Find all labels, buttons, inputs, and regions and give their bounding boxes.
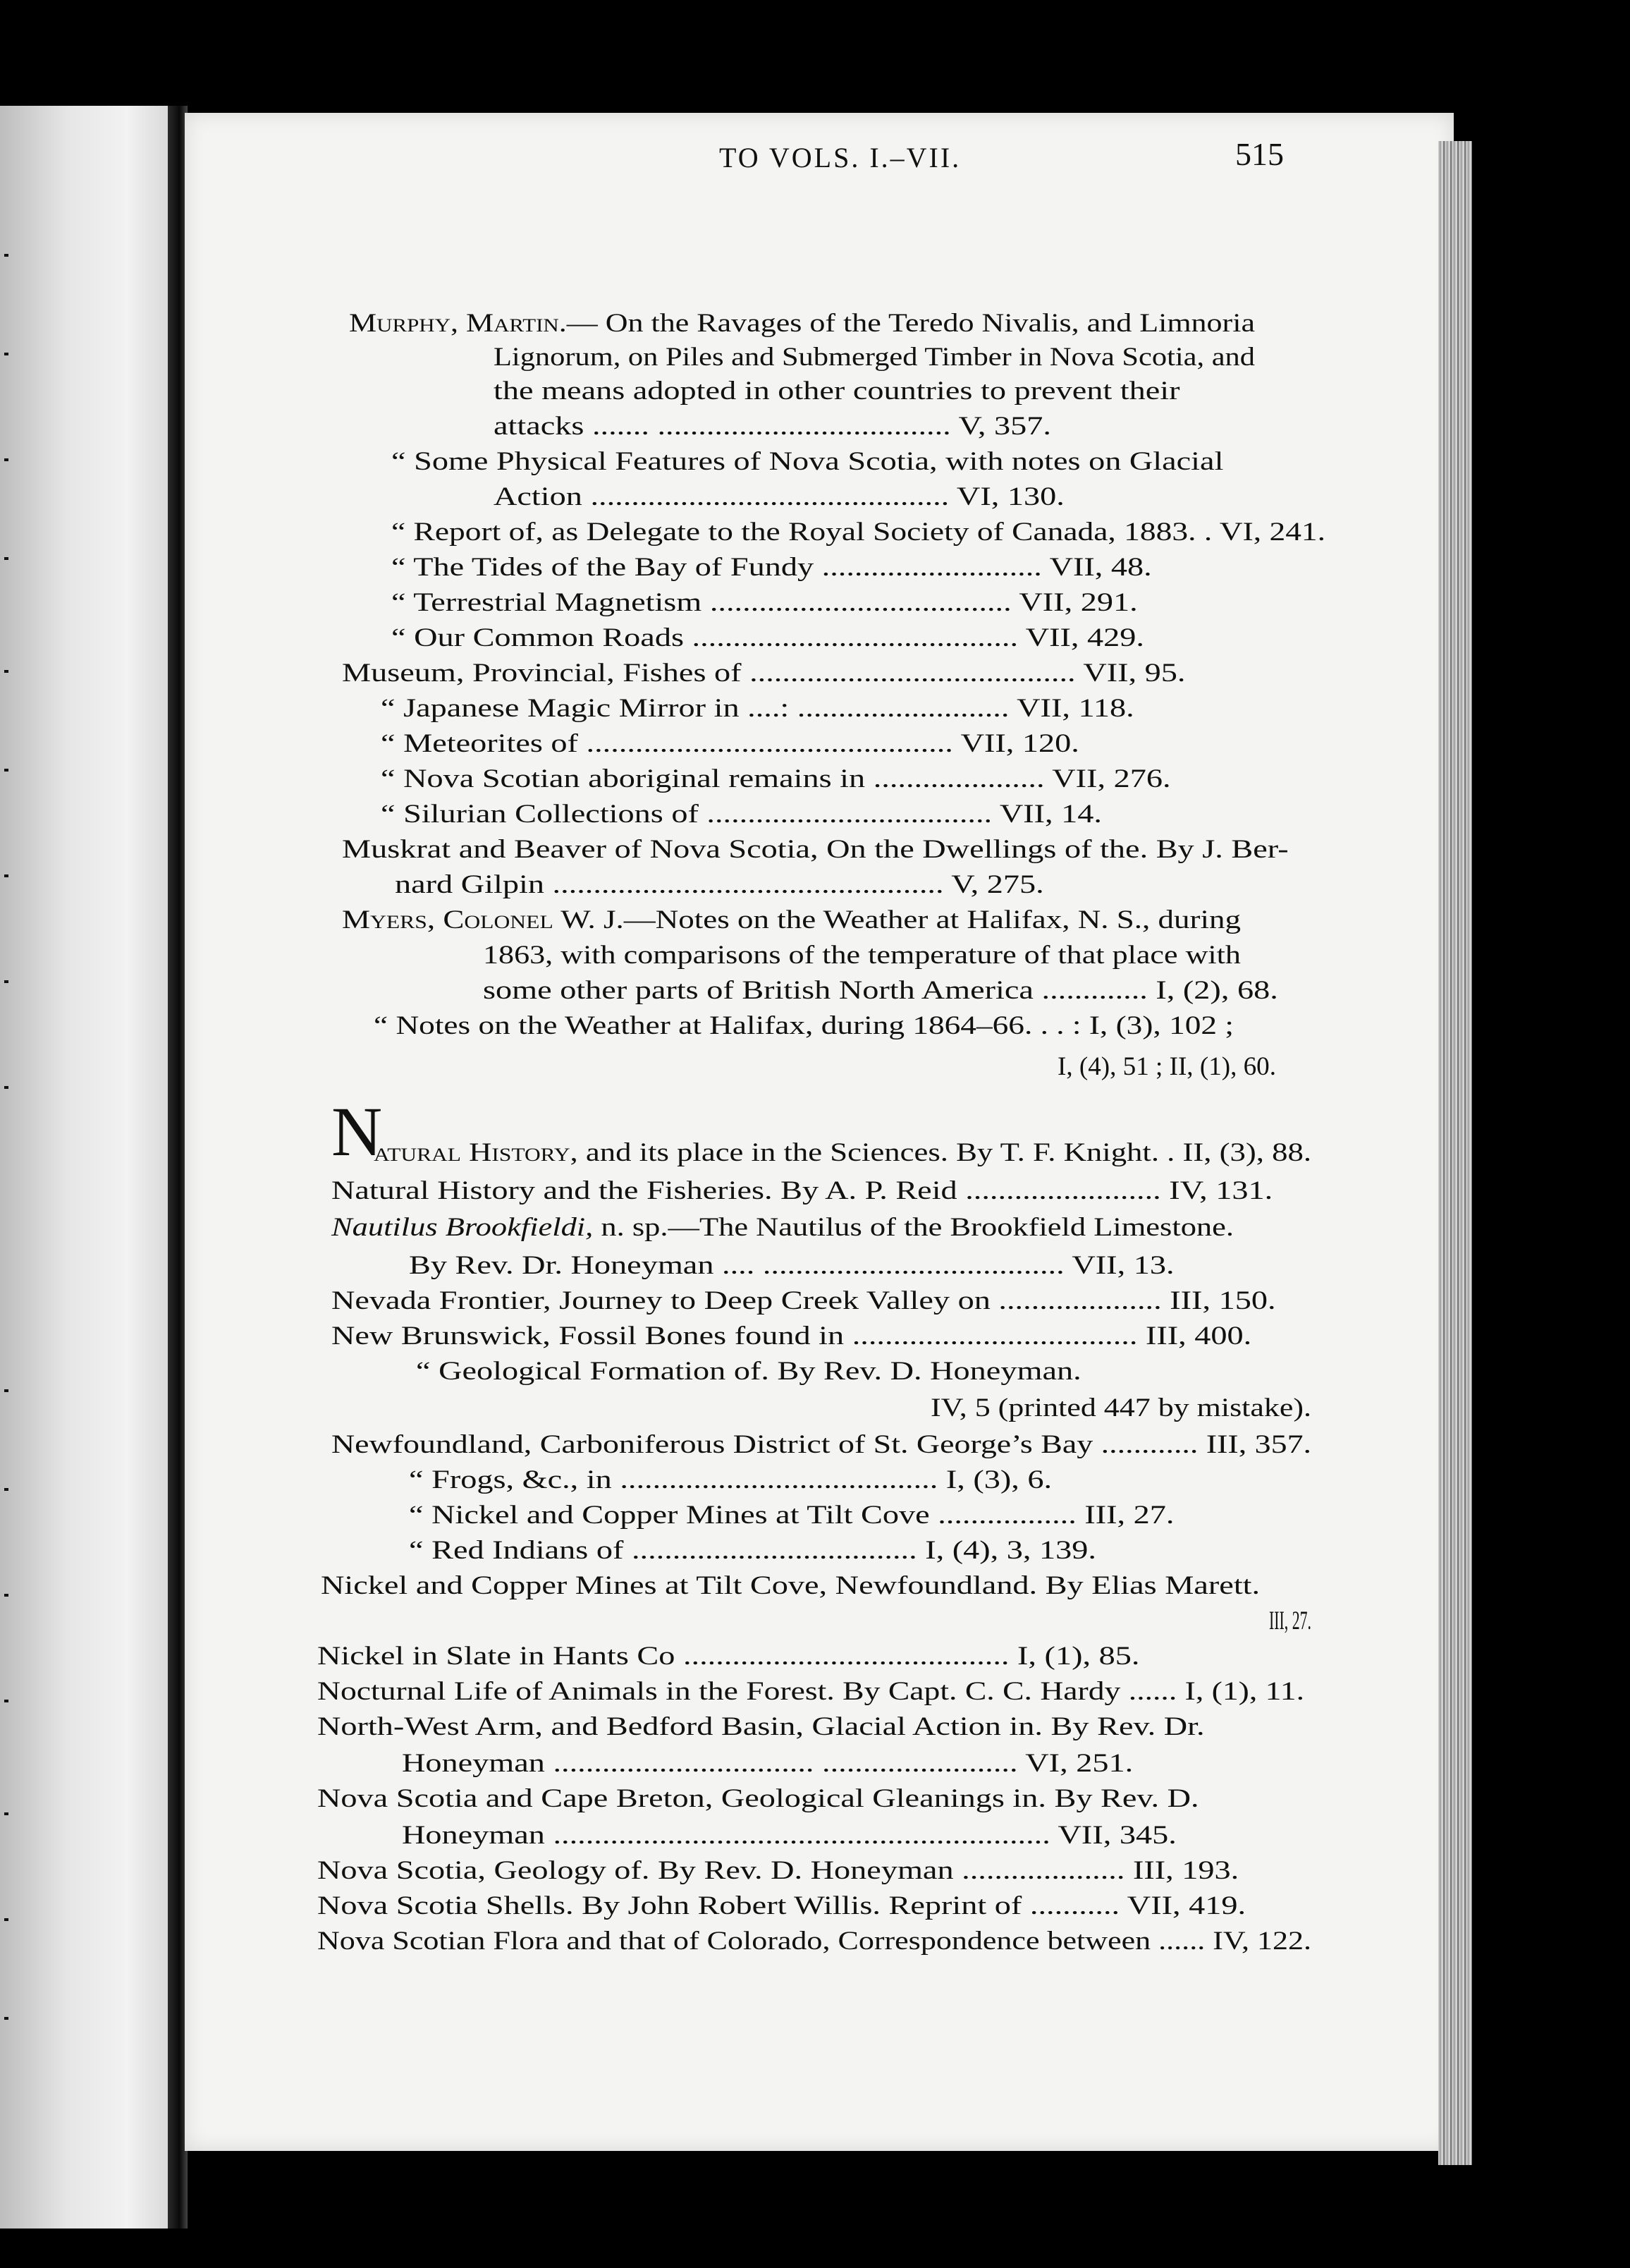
index-entry-line — [391, 449, 1223, 475]
index-entry-line — [494, 378, 1180, 404]
entry-text: Nevada Frontier, Journey to Deep Creek Valley on .................... III, 150. — [331, 1286, 1276, 1315]
index-entry-line — [391, 590, 1138, 616]
index-entry-line — [409, 1502, 1174, 1528]
index-entry-line — [409, 1467, 1052, 1493]
entry-text: “ Nova Scotian aboriginal remains in ..................... VII, 276. — [381, 764, 1171, 793]
entry-text: “ Japanese Magic Mirror in ....: .......................... VII, 118. — [381, 694, 1134, 723]
index-entry-line — [395, 872, 1044, 898]
entry-text: By Rev. Dr. Honeyman .... ..................................... VII, 13. — [409, 1251, 1175, 1280]
entry-text: the means adopted in other countries to prevent their — [494, 377, 1180, 406]
index-entry-line — [409, 1252, 1175, 1279]
index-entry-line — [391, 625, 1144, 651]
index-entry-line — [381, 766, 1171, 792]
entry-text: atural History, — [374, 1138, 578, 1167]
index-entry-line — [317, 1714, 1205, 1740]
entry-text: Nocturnal Life of Animals in the Forest. By Capt. C. C. Hardy ...... I, (1), 11. — [317, 1677, 1305, 1706]
index-entry-line — [317, 1858, 1239, 1884]
entry-text: Nova Scotia, Geology of. By Rev. D. Honeyman .................... III, 193. — [317, 1856, 1239, 1885]
index-entry-line — [494, 484, 1065, 510]
index-entry-line — [381, 731, 1079, 757]
entry-text: Murphy, Martin. — [349, 309, 567, 338]
drop-cap: N — [331, 1092, 383, 1171]
index-entry-line — [391, 554, 1152, 580]
entry-text: Lignorum, on Piles and Submerged Timber in Nova Scotia, and — [494, 343, 1255, 372]
index-entry-line — [331, 1323, 1251, 1349]
entry-text: “ Report of, as Delegate to the Royal Society of Canada, 1883. . VI, 241. — [391, 518, 1326, 547]
index-entry-line — [349, 310, 1255, 336]
index-entry-line — [331, 1214, 1234, 1240]
index-entry-line — [1269, 1608, 1311, 1634]
entry-text: “ Frogs, &c., in ....................................... I, (3), 6. — [409, 1465, 1053, 1494]
index-entry-line — [317, 1786, 1199, 1812]
entry-text: Nova Scotian Flora and that of Colorado, Correspondence between ...... IV, 122. — [317, 1927, 1312, 1956]
entry-text: W. J.—Notes on the Weather at Halifax, N. S., during — [553, 906, 1241, 934]
index-entry-line — [331, 1432, 1311, 1458]
entry-text: and its place in the Sciences. By T. F. Knight. . II, (3), 88. — [577, 1138, 1312, 1167]
entry-text: “ Geological Formation of. By Rev. D. Honeyman. — [416, 1357, 1081, 1386]
entry-text: — On the Ravages of the Teredo Nivalis, and Limnoria — [566, 309, 1255, 338]
entry-text: North-West Arm, and Bedford Basin, Glacial Action in. By Rev. Dr. — [317, 1712, 1205, 1741]
entry-text: “ Silurian Collections of ................................... VII, 14. — [381, 800, 1102, 829]
entry-text: New Brunswick, Fossil Bones found in ................................... III, 400. — [331, 1322, 1252, 1351]
index-entry-line — [321, 1573, 1260, 1599]
entry-text: III, 27. — [1269, 1606, 1312, 1635]
entry-text: Myers, Colonel — [342, 906, 553, 934]
entry-text: “ Red Indians of ................................... I, (4), 3, 139. — [409, 1536, 1096, 1565]
index-entry-line — [409, 1537, 1096, 1563]
entry-text: Muskrat and Beaver of Nova Scotia, On the Dwellings of the. By J. Ber- — [342, 835, 1289, 864]
entry-text: Nova Scotia and Cape Breton, Geological Gleanings in. By Rev. D. — [317, 1784, 1199, 1813]
index-entry-line — [374, 1140, 1311, 1166]
index-entry-line — [374, 1013, 1234, 1039]
index-entry-line — [381, 695, 1134, 721]
index-entry-line — [381, 801, 1102, 827]
entry-text: I, (4), 51 ; II, (1), 60. — [1058, 1052, 1276, 1081]
entry-text: “ Notes on the Weather at Halifax, during 1864–66. . . : I, (3), 102 ; — [374, 1011, 1234, 1040]
entry-text: Nickel and Copper Mines at Tilt Cove, Newfoundland. By Elias Marett. — [321, 1571, 1261, 1600]
index-entry-line — [483, 942, 1241, 968]
entry-text: some other parts of British North America ............. I, (2), 68. — [483, 976, 1278, 1005]
entry-text: Action ............................................ VI, 130. — [494, 482, 1065, 511]
page-number: 515 — [1235, 136, 1284, 172]
entry-text: “ Nickel and Copper Mines at Tilt Cove ................. III, 27. — [409, 1501, 1175, 1530]
index-entry-line — [317, 1643, 1139, 1669]
entry-text: “ Meteorites of ............................................. VII, 120. — [381, 729, 1079, 758]
index-entry-line — [402, 1750, 1133, 1776]
running-head: TO VOLS. I.–VII. — [719, 142, 962, 173]
index-entry-line — [483, 977, 1278, 1004]
index-entry-line — [331, 1288, 1276, 1314]
entry-text: nard Gilpin ................................................ V, 275. — [395, 870, 1044, 899]
index-entry-line — [317, 1678, 1304, 1705]
index-entry-line — [416, 1358, 1081, 1384]
entry-text: Museum, Provincial, Fishes of ........................................ VII, 95. — [342, 659, 1186, 688]
entry-text: Honeyman ................................ ........................ VI, 251. — [402, 1749, 1134, 1778]
index-entry-line — [494, 413, 1051, 439]
entry-text: IV, 5 (printed 447 by mistake). — [931, 1394, 1312, 1422]
index-entry-line — [331, 1178, 1273, 1204]
index-entry-line — [342, 907, 1241, 933]
entry-text: “ Some Physical Features of Nova Scotia, with notes on Glacial — [391, 447, 1224, 476]
entry-text: Honeyman ............................................................. VII, 345. — [402, 1821, 1177, 1850]
index-entry-line — [931, 1395, 1311, 1421]
index-entry-line — [317, 1928, 1311, 1954]
entry-text: “ Terrestrial Magnetism ..................................... VII, 291. — [391, 588, 1138, 617]
entry-text: Nautilus Brookfieldi, — [331, 1213, 594, 1242]
entry-text: 1863, with comparisons of the temperature of that place with — [483, 941, 1241, 970]
entry-text: attacks ....... .................................... V, 357. — [494, 412, 1051, 441]
index-entry-line — [1058, 1054, 1276, 1080]
index-entry-line — [391, 519, 1325, 545]
index-entry-line — [342, 836, 1289, 862]
index-entry-line — [494, 344, 1255, 370]
index-entry-line — [342, 660, 1185, 686]
entry-text: Newfoundland, Carboniferous District of St. George’s Bay ............ III, 357. — [331, 1430, 1312, 1459]
entry-text: “ Our Common Roads ........................................ VII, 429. — [391, 623, 1145, 652]
entry-text: “ The Tides of the Bay of Fundy ........................... VII, 48. — [391, 553, 1152, 582]
entry-text: Natural History and the Fisheries. By A. P. Reid ........................ IV, 131. — [331, 1176, 1273, 1205]
index-entry-line — [402, 1822, 1177, 1848]
index-entry-line — [317, 1893, 1246, 1919]
entry-text: n. sp.—The Nautilus of the Brookfield Limestone. — [593, 1213, 1234, 1242]
entry-text: Nickel in Slate in Hants Co ........................................ I, (1), 85. — [317, 1642, 1140, 1671]
entry-text: Nova Scotia Shells. By John Robert Willis. Reprint of ........... VII, 419. — [317, 1891, 1246, 1920]
